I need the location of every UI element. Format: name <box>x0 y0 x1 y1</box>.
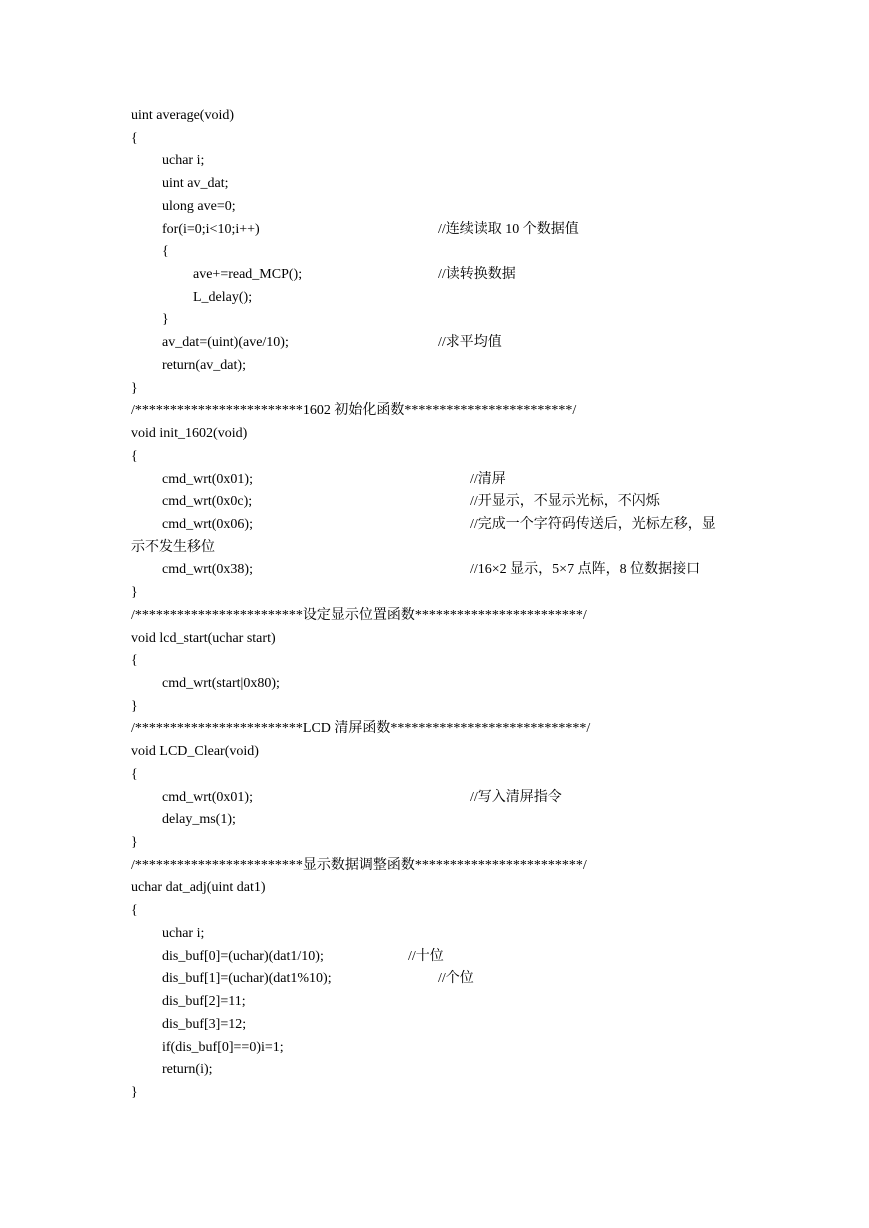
code-text: cmd_wrt(0x01); <box>162 471 253 487</box>
code-line <box>0 809 869 832</box>
code-comment: //求平均值 <box>438 335 502 351</box>
code-line <box>0 1082 869 1105</box>
code-comment: //连续读取 10 个数据值 <box>438 221 579 237</box>
code-line <box>0 559 869 582</box>
code-text: /************************1602 初始化函数************************/ <box>131 403 577 419</box>
code-line <box>0 1014 869 1037</box>
code-text: cmd_wrt(0x01); <box>162 789 253 805</box>
code-line <box>0 355 869 378</box>
code-line <box>0 332 869 355</box>
code-text: uchar i; <box>162 925 205 941</box>
code-text: delay_ms(1); <box>162 812 236 828</box>
code-text: { <box>131 130 138 146</box>
code-text: cmd_wrt(0x06); <box>162 516 253 532</box>
code-line <box>0 1037 869 1060</box>
code-text: uchar dat_adj(uint dat1) <box>131 880 266 896</box>
code-line <box>0 696 869 719</box>
code-text: } <box>131 1084 138 1100</box>
code-line <box>0 968 869 991</box>
code-line <box>0 219 869 242</box>
code-line <box>0 764 869 787</box>
code-line <box>0 628 869 651</box>
code-line <box>0 991 869 1014</box>
code-line <box>0 196 869 219</box>
code-comment: //16×2 显示，5×7 点阵，8 位数据接口 <box>470 562 701 578</box>
code-line <box>0 605 869 628</box>
code-text: av_dat=(uint)(ave/10); <box>162 335 289 351</box>
code-text: return(av_dat); <box>162 357 246 373</box>
code-text: } <box>131 698 138 714</box>
code-line <box>0 264 869 287</box>
code-line <box>0 855 869 878</box>
code-text: dis_buf[3]=12; <box>162 1016 247 1032</box>
code-text: { <box>131 766 138 782</box>
code-text: cmd_wrt(0x0c); <box>162 494 253 510</box>
code-comment: //十位 <box>408 948 444 964</box>
code-text: for(i=0;i<10;i++) <box>162 221 260 237</box>
code-comment: //清屏 <box>470 471 506 487</box>
code-text: ave+=read_MCP(); <box>193 267 303 283</box>
code-text: dis_buf[0]=(uchar)(dat1/10); <box>162 948 324 964</box>
code-text: } <box>131 835 138 851</box>
code-text: uint av_dat; <box>162 176 229 192</box>
code-line <box>0 741 869 764</box>
code-text: dis_buf[2]=11; <box>162 994 246 1010</box>
code-text: uint average(void) <box>131 108 235 123</box>
code-text: { <box>131 448 138 464</box>
code-text: ulong ave=0; <box>162 198 236 214</box>
code-comment: //个位 <box>438 971 474 987</box>
code-line <box>0 582 869 605</box>
code-text: } <box>131 585 138 601</box>
code-line <box>0 718 869 741</box>
code-line <box>0 537 869 560</box>
code-line <box>0 650 869 673</box>
code-text: { <box>131 903 138 919</box>
code-line <box>0 832 869 855</box>
code-line <box>0 241 869 264</box>
code-text: void init_1602(void) <box>131 426 248 442</box>
code-text: if(dis_buf[0]==0)i=1; <box>162 1039 284 1055</box>
code-text: /************************LCD 清屏函数****************************/ <box>131 721 591 737</box>
code-text: L_delay(); <box>193 289 253 305</box>
code-text: } <box>162 312 169 328</box>
code-line <box>0 287 869 310</box>
code-comment: //开显示，不显示光标，不闪烁 <box>470 494 660 510</box>
code-line <box>0 514 869 537</box>
code-line <box>0 446 869 469</box>
code-line <box>0 309 869 332</box>
code-text: } <box>131 380 138 396</box>
code-text: dis_buf[1]=(uchar)(dat1%10); <box>162 971 332 987</box>
code-text: cmd_wrt(start|0x80); <box>162 676 280 691</box>
code-line <box>0 105 869 128</box>
code-text: /************************设定显示位置函数************************/ <box>131 607 587 623</box>
code-text: void LCD_Clear(void) <box>131 744 259 760</box>
code-line <box>0 173 869 196</box>
code-line <box>0 423 869 446</box>
code-line <box>0 787 869 810</box>
code-comment: //写入清屏指令 <box>470 789 562 805</box>
code-text: { <box>131 653 138 669</box>
code-line <box>0 491 869 514</box>
code-text: /************************显示数据调整函数************************/ <box>131 857 587 873</box>
code-line <box>0 923 869 946</box>
code-line <box>0 900 869 923</box>
code-text: 示不发生移位 <box>131 539 215 555</box>
code-text: return(i); <box>162 1062 213 1078</box>
code-line <box>0 400 869 423</box>
code-text: cmd_wrt(0x38); <box>162 562 253 578</box>
code-comment: //读转换数据 <box>438 267 516 283</box>
code-line <box>0 469 869 492</box>
code-text: void lcd_start(uchar start) <box>131 630 276 646</box>
code-text: uchar i; <box>162 153 205 169</box>
code-line <box>0 150 869 173</box>
code-line <box>0 1059 869 1082</box>
code-text: { <box>162 244 169 260</box>
code-comment: //完成一个字符码传送后，光标左移，显 <box>470 516 716 532</box>
code-line <box>0 673 869 696</box>
code-line <box>0 378 869 401</box>
code-line <box>0 128 869 151</box>
code-line <box>0 946 869 969</box>
code-line <box>0 877 869 900</box>
